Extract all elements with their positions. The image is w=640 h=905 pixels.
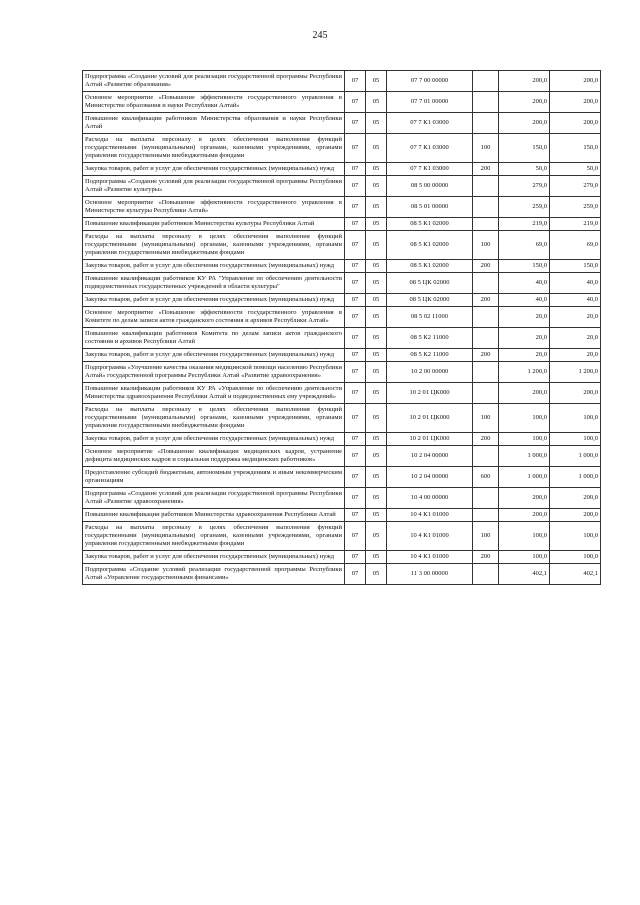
table-row bbox=[83, 231, 601, 260]
cell-expense-type: 200 bbox=[473, 260, 499, 273]
table-row bbox=[83, 433, 601, 446]
cell-expense-type bbox=[473, 564, 499, 585]
cell-sum-year-1: 1 000,0 bbox=[499, 446, 550, 467]
cell-expense-type bbox=[473, 71, 499, 92]
cell-target-article: 08 5 К1 02000 bbox=[387, 260, 473, 273]
table-row bbox=[83, 383, 601, 404]
cell-section: 07 bbox=[345, 307, 366, 328]
cell-name: Закупка товаров, работ и услуг для обеспечения государственных (муниципальных) нужд bbox=[83, 260, 345, 273]
cell-name: Повышение квалификации работников КУ РА «Управление по обеспечению деятельности Министерства здравоохранения Республики Алтай и подведомственных ему учреждений» bbox=[83, 383, 345, 404]
cell-sum-year-1: 150,0 bbox=[499, 134, 550, 163]
cell-sum-year-2: 1 000,0 bbox=[550, 467, 601, 488]
cell-sum-year-1: 150,0 bbox=[499, 260, 550, 273]
cell-name: Повышение квалификации работников Министерства культуры Республики Алтай bbox=[83, 218, 345, 231]
cell-sum-year-2: 69,0 bbox=[550, 231, 601, 260]
cell-sum-year-2: 279,0 bbox=[550, 176, 601, 197]
cell-subsection: 05 bbox=[366, 488, 387, 509]
cell-sum-year-2: 200,0 bbox=[550, 71, 601, 92]
cell-section: 07 bbox=[345, 273, 366, 294]
cell-target-article: 10 4 К1 01000 bbox=[387, 522, 473, 551]
cell-sum-year-1: 259,0 bbox=[499, 197, 550, 218]
cell-expense-type: 200 bbox=[473, 433, 499, 446]
cell-section: 07 bbox=[345, 294, 366, 307]
cell-expense-type bbox=[473, 92, 499, 113]
cell-target-article: 08 5 К1 02000 bbox=[387, 218, 473, 231]
cell-name: Закупка товаров, работ и услуг для обеспечения государственных (муниципальных) нужд bbox=[83, 433, 345, 446]
cell-name: Подпрограмма «Создание условий реализации государственной программы Республики Алтай «Управление государственными финансами» bbox=[83, 564, 345, 585]
cell-sum-year-1: 100,0 bbox=[499, 551, 550, 564]
cell-sum-year-2: 20,0 bbox=[550, 328, 601, 349]
cell-sum-year-1: 100,0 bbox=[499, 404, 550, 433]
table-row bbox=[83, 446, 601, 467]
cell-subsection: 05 bbox=[366, 176, 387, 197]
cell-target-article: 07 7 00 00000 bbox=[387, 71, 473, 92]
cell-name: Предоставление субсидий бюджетным, автономным учреждениям и иным некоммерческим организациям bbox=[83, 467, 345, 488]
cell-section: 07 bbox=[345, 446, 366, 467]
cell-section: 07 bbox=[345, 488, 366, 509]
cell-target-article: 08 5 К2 11000 bbox=[387, 328, 473, 349]
cell-subsection: 05 bbox=[366, 231, 387, 260]
cell-sum-year-2: 1 200,0 bbox=[550, 362, 601, 383]
cell-target-article: 10 2 04 00000 bbox=[387, 467, 473, 488]
cell-sum-year-1: 100,0 bbox=[499, 433, 550, 446]
cell-expense-type: 200 bbox=[473, 294, 499, 307]
cell-subsection: 05 bbox=[366, 134, 387, 163]
cell-subsection: 05 bbox=[366, 446, 387, 467]
cell-expense-type bbox=[473, 307, 499, 328]
table-row bbox=[83, 328, 601, 349]
cell-name: Расходы на выплаты персоналу в целях обеспечения выполнения функций государственными (муниципальными) органами, казенными учреждениями, органами управления государственными внебюджетными фондами bbox=[83, 231, 345, 260]
cell-target-article: 08 5 01 00000 bbox=[387, 197, 473, 218]
cell-sum-year-2: 100,0 bbox=[550, 522, 601, 551]
cell-target-article: 08 5 02 11000 bbox=[387, 307, 473, 328]
cell-name: Основное мероприятие «Повышение эффективности государственного управления в Комитете по делам записи актов гражданского состояния и архивов Республики Алтай» bbox=[83, 307, 345, 328]
cell-sum-year-1: 69,0 bbox=[499, 231, 550, 260]
cell-expense-type bbox=[473, 509, 499, 522]
table-row bbox=[83, 349, 601, 362]
cell-sum-year-1: 200,0 bbox=[499, 113, 550, 134]
cell-sum-year-2: 402,1 bbox=[550, 564, 601, 585]
cell-section: 07 bbox=[345, 509, 366, 522]
cell-name: Подпрограмма «Улучшение качества оказания медицинской помощи населению Республики Алтай» государственной программы Республики Алтай «Развитие здравоохранения» bbox=[83, 362, 345, 383]
cell-sum-year-2: 100,0 bbox=[550, 551, 601, 564]
cell-subsection: 05 bbox=[366, 294, 387, 307]
cell-sum-year-2: 200,0 bbox=[550, 383, 601, 404]
cell-name: Основное мероприятие «Повышение эффективности государственного управления в Министерстве культуры Республики Алтай» bbox=[83, 197, 345, 218]
table-row bbox=[83, 488, 601, 509]
cell-name: Закупка товаров, работ и услуг для обеспечения государственных (муниципальных) нужд bbox=[83, 294, 345, 307]
cell-sum-year-1: 402,1 bbox=[499, 564, 550, 585]
cell-subsection: 05 bbox=[366, 113, 387, 134]
cell-subsection: 05 bbox=[366, 92, 387, 113]
cell-sum-year-2: 50,0 bbox=[550, 163, 601, 176]
cell-sum-year-1: 200,0 bbox=[499, 92, 550, 113]
cell-expense-type bbox=[473, 273, 499, 294]
cell-target-article: 10 2 00 00000 bbox=[387, 362, 473, 383]
cell-section: 07 bbox=[345, 113, 366, 134]
cell-sum-year-2: 200,0 bbox=[550, 488, 601, 509]
table-row bbox=[83, 307, 601, 328]
budget-table bbox=[82, 70, 601, 585]
cell-section: 07 bbox=[345, 383, 366, 404]
cell-expense-type: 100 bbox=[473, 134, 499, 163]
cell-name: Подпрограмма «Создание условий для реализации государственной программы Республики Алтай «Развитие культуры» bbox=[83, 176, 345, 197]
page-number: 245 bbox=[312, 30, 328, 41]
cell-sum-year-1: 1 200,0 bbox=[499, 362, 550, 383]
cell-sum-year-1: 20,0 bbox=[499, 307, 550, 328]
cell-section: 07 bbox=[345, 92, 366, 113]
cell-name: Расходы на выплаты персоналу в целях обеспечения выполнения функций государственными (муниципальными) органами, казенными учреждениями, органами управления государственными внебюджетными фондами bbox=[83, 404, 345, 433]
cell-target-article: 10 2 01 ЦК000 bbox=[387, 433, 473, 446]
cell-section: 07 bbox=[345, 176, 366, 197]
cell-section: 07 bbox=[345, 71, 366, 92]
cell-name: Повышение квалификации работников Министерства образования и науки Республики Алтай bbox=[83, 113, 345, 134]
table-row bbox=[83, 134, 601, 163]
cell-section: 07 bbox=[345, 404, 366, 433]
table-row bbox=[83, 113, 601, 134]
cell-section: 07 bbox=[345, 349, 366, 362]
cell-sum-year-2: 150,0 bbox=[550, 134, 601, 163]
cell-sum-year-1: 279,0 bbox=[499, 176, 550, 197]
cell-sum-year-1: 200,0 bbox=[499, 509, 550, 522]
cell-target-article: 08 5 ЦК 02000 bbox=[387, 273, 473, 294]
cell-expense-type bbox=[473, 218, 499, 231]
cell-sum-year-1: 40,0 bbox=[499, 294, 550, 307]
cell-name: Основное мероприятие «Повышение эффективности государственного управления в Министерстве образования и науки Республики Алтай» bbox=[83, 92, 345, 113]
table-row bbox=[83, 362, 601, 383]
cell-subsection: 05 bbox=[366, 273, 387, 294]
cell-sum-year-2: 200,0 bbox=[550, 92, 601, 113]
cell-subsection: 05 bbox=[366, 197, 387, 218]
cell-target-article: 08 5 ЦК 02000 bbox=[387, 294, 473, 307]
cell-sum-year-1: 100,0 bbox=[499, 522, 550, 551]
cell-subsection: 05 bbox=[366, 328, 387, 349]
cell-name: Расходы на выплаты персоналу в целях обеспечения выполнения функций государственными (муниципальными) органами, казенными учреждениями, органами управления государственными внебюджетными фондами bbox=[83, 522, 345, 551]
cell-expense-type: 600 bbox=[473, 467, 499, 488]
cell-subsection: 05 bbox=[366, 467, 387, 488]
table-row bbox=[83, 92, 601, 113]
cell-expense-type bbox=[473, 488, 499, 509]
cell-expense-type bbox=[473, 328, 499, 349]
cell-sum-year-1: 200,0 bbox=[499, 383, 550, 404]
cell-target-article: 08 5 К2 11000 bbox=[387, 349, 473, 362]
cell-name: Закупка товаров, работ и услуг для обеспечения государственных (муниципальных) нужд bbox=[83, 551, 345, 564]
cell-expense-type bbox=[473, 176, 499, 197]
cell-target-article: 10 2 01 ЦК000 bbox=[387, 383, 473, 404]
cell-section: 07 bbox=[345, 564, 366, 585]
cell-target-article: 07 7 К1 03000 bbox=[387, 134, 473, 163]
cell-sum-year-1: 1 000,0 bbox=[499, 467, 550, 488]
cell-section: 07 bbox=[345, 260, 366, 273]
cell-name: Закупка товаров, работ и услуг для обеспечения государственных (муниципальных) нужд bbox=[83, 349, 345, 362]
cell-expense-type bbox=[473, 113, 499, 134]
cell-section: 07 bbox=[345, 467, 366, 488]
table-row bbox=[83, 294, 601, 307]
cell-sum-year-1: 20,0 bbox=[499, 349, 550, 362]
table-row bbox=[83, 467, 601, 488]
cell-expense-type: 100 bbox=[473, 522, 499, 551]
cell-sum-year-2: 20,0 bbox=[550, 349, 601, 362]
cell-target-article: 10 2 04 00000 bbox=[387, 446, 473, 467]
table-row bbox=[83, 197, 601, 218]
cell-name: Закупка товаров, работ и услуг для обеспечения государственных (муниципальных) нужд bbox=[83, 163, 345, 176]
cell-name: Подпрограмма «Создание условий для реализации государственной программы Республики Алтай «Развитие образования» bbox=[83, 71, 345, 92]
cell-name: Повышение квалификации работников Министерства здравоохранения Республики Алтай bbox=[83, 509, 345, 522]
cell-subsection: 05 bbox=[366, 433, 387, 446]
cell-expense-type: 200 bbox=[473, 551, 499, 564]
cell-target-article: 10 4 К1 01000 bbox=[387, 551, 473, 564]
table-row bbox=[83, 176, 601, 197]
cell-subsection: 05 bbox=[366, 522, 387, 551]
cell-expense-type: 100 bbox=[473, 404, 499, 433]
cell-sum-year-2: 40,0 bbox=[550, 273, 601, 294]
table-row bbox=[83, 163, 601, 176]
cell-sum-year-2: 150,0 bbox=[550, 260, 601, 273]
cell-name: Повышение квалификации работников КУ РА "Управление по обеспечению деятельности подведомственных государственных учреждений в области культуры" bbox=[83, 273, 345, 294]
cell-sum-year-2: 259,0 bbox=[550, 197, 601, 218]
cell-sum-year-1: 200,0 bbox=[499, 488, 550, 509]
cell-subsection: 05 bbox=[366, 307, 387, 328]
cell-section: 07 bbox=[345, 328, 366, 349]
cell-expense-type: 200 bbox=[473, 349, 499, 362]
cell-expense-type bbox=[473, 197, 499, 218]
cell-subsection: 05 bbox=[366, 163, 387, 176]
cell-target-article: 11 3 00 00000 bbox=[387, 564, 473, 585]
cell-section: 07 bbox=[345, 362, 366, 383]
cell-sum-year-1: 50,0 bbox=[499, 163, 550, 176]
cell-sum-year-2: 40,0 bbox=[550, 294, 601, 307]
cell-subsection: 05 bbox=[366, 260, 387, 273]
cell-target-article: 10 4 00 00000 bbox=[387, 488, 473, 509]
cell-sum-year-2: 100,0 bbox=[550, 404, 601, 433]
cell-sum-year-1: 219,0 bbox=[499, 218, 550, 231]
cell-sum-year-1: 200,0 bbox=[499, 71, 550, 92]
cell-subsection: 05 bbox=[366, 218, 387, 231]
cell-name: Расходы на выплаты персоналу в целях обеспечения выполнения функций государственными (муниципальными) органами, казенными учреждениями, органами управления государственными внебюджетными фондами bbox=[83, 134, 345, 163]
cell-expense-type: 200 bbox=[473, 163, 499, 176]
cell-target-article: 07 7 К1 03000 bbox=[387, 113, 473, 134]
cell-expense-type bbox=[473, 362, 499, 383]
cell-section: 07 bbox=[345, 231, 366, 260]
cell-subsection: 05 bbox=[366, 383, 387, 404]
cell-target-article: 10 2 01 ЦК000 bbox=[387, 404, 473, 433]
cell-sum-year-2: 200,0 bbox=[550, 509, 601, 522]
table-row bbox=[83, 71, 601, 92]
table-row bbox=[83, 404, 601, 433]
cell-section: 07 bbox=[345, 522, 366, 551]
cell-subsection: 05 bbox=[366, 564, 387, 585]
cell-sum-year-1: 20,0 bbox=[499, 328, 550, 349]
cell-target-article: 08 5 00 00000 bbox=[387, 176, 473, 197]
table-row bbox=[83, 509, 601, 522]
cell-subsection: 05 bbox=[366, 551, 387, 564]
budget-table-body bbox=[83, 71, 601, 585]
table-row bbox=[83, 260, 601, 273]
cell-target-article: 10 4 К1 01000 bbox=[387, 509, 473, 522]
cell-section: 07 bbox=[345, 218, 366, 231]
cell-subsection: 05 bbox=[366, 362, 387, 383]
cell-name: Подпрограмма «Создание условий для реализации государственной программы Республики Алтай «Развитие здравоохранения» bbox=[83, 488, 345, 509]
cell-expense-type bbox=[473, 383, 499, 404]
table-row bbox=[83, 564, 601, 585]
cell-sum-year-2: 200,0 bbox=[550, 113, 601, 134]
cell-section: 07 bbox=[345, 163, 366, 176]
cell-sum-year-1: 40,0 bbox=[499, 273, 550, 294]
cell-section: 07 bbox=[345, 134, 366, 163]
table-row bbox=[83, 273, 601, 294]
table-row bbox=[83, 551, 601, 564]
cell-section: 07 bbox=[345, 551, 366, 564]
table-row bbox=[83, 218, 601, 231]
cell-target-article: 07 7 01 00000 bbox=[387, 92, 473, 113]
cell-expense-type bbox=[473, 446, 499, 467]
cell-sum-year-2: 100,0 bbox=[550, 433, 601, 446]
cell-name: Основное мероприятие «Повышение квалификации медицинских кадров, устранение дефицита медицинских кадров и социальная поддержка медицинских работников» bbox=[83, 446, 345, 467]
cell-sum-year-2: 1 000,0 bbox=[550, 446, 601, 467]
cell-subsection: 05 bbox=[366, 509, 387, 522]
cell-name: Повышение квалификации работников Комитета по делам записи актов гражданского состояния и архивов Республики Алтай bbox=[83, 328, 345, 349]
cell-sum-year-2: 20,0 bbox=[550, 307, 601, 328]
cell-subsection: 05 bbox=[366, 349, 387, 362]
cell-sum-year-2: 219,0 bbox=[550, 218, 601, 231]
cell-section: 07 bbox=[345, 433, 366, 446]
cell-subsection: 05 bbox=[366, 404, 387, 433]
table-row bbox=[83, 522, 601, 551]
cell-expense-type: 100 bbox=[473, 231, 499, 260]
cell-target-article: 08 5 К1 02000 bbox=[387, 231, 473, 260]
cell-section: 07 bbox=[345, 197, 366, 218]
cell-subsection: 05 bbox=[366, 71, 387, 92]
cell-target-article: 07 7 К1 03000 bbox=[387, 163, 473, 176]
